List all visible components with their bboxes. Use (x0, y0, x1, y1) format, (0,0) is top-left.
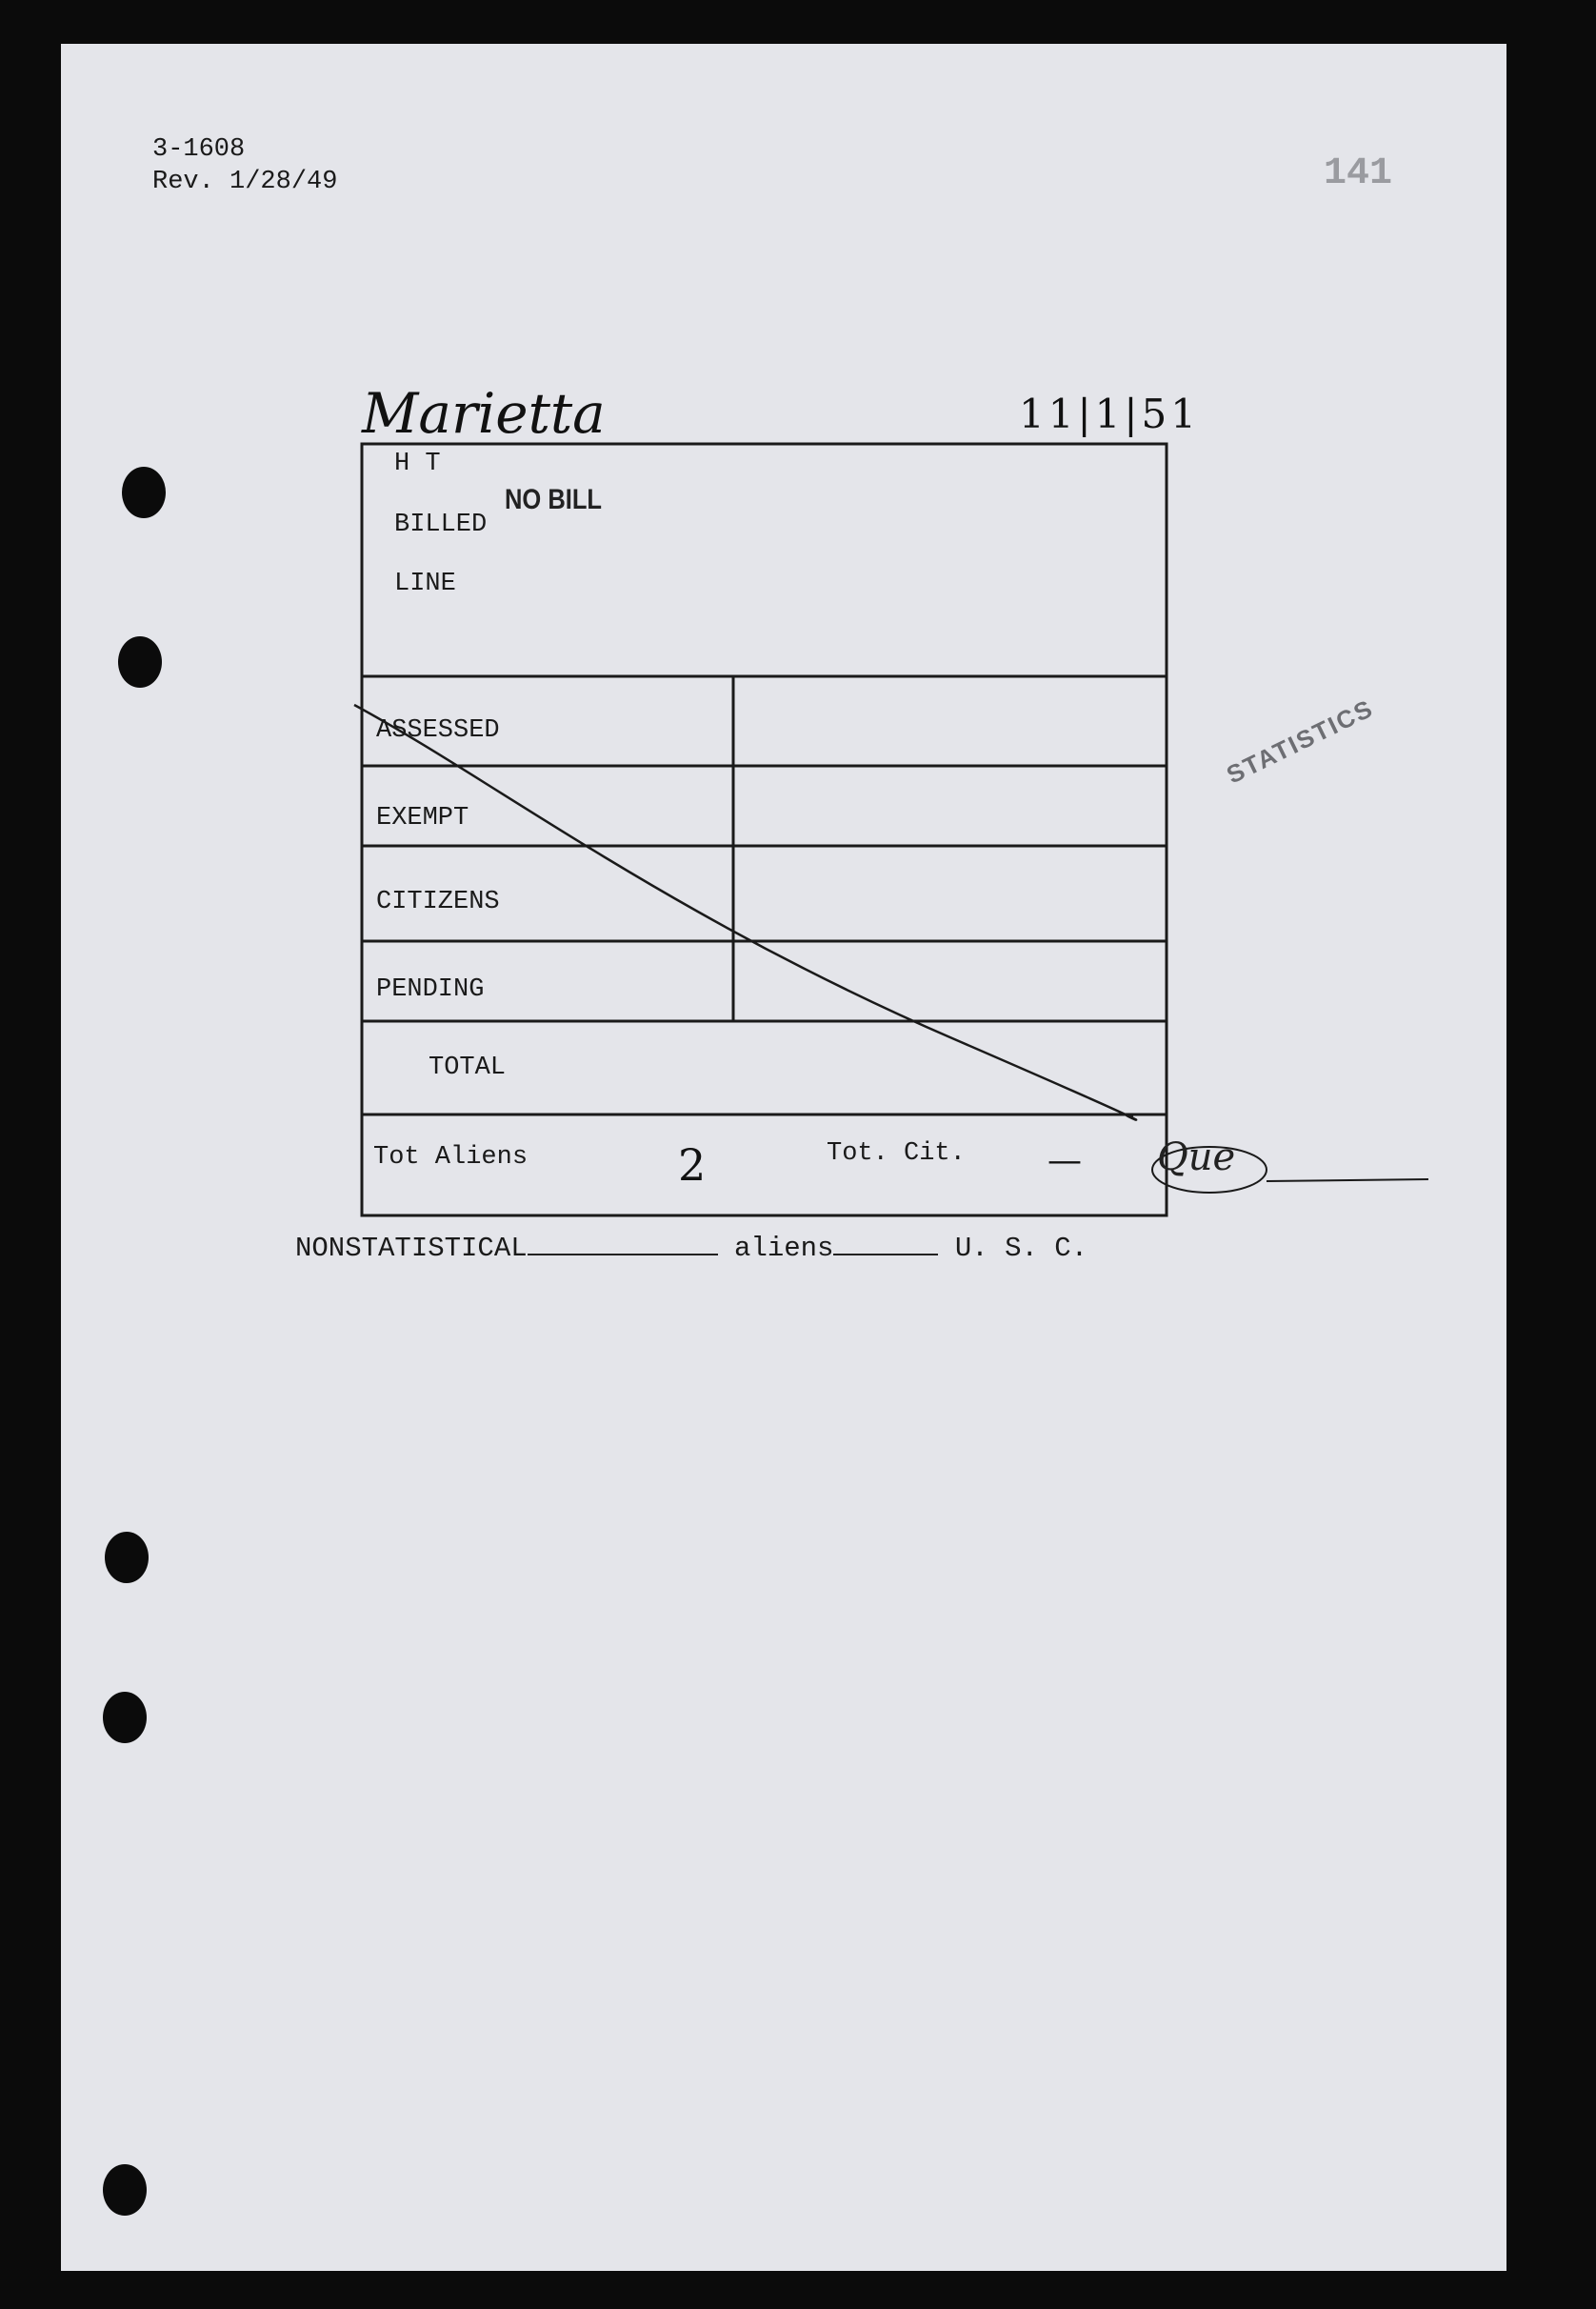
binder-hole (105, 1532, 149, 1583)
label-ht: H T (394, 450, 441, 478)
footer-aliens: aliens (734, 1233, 834, 1264)
label-assessed: ASSESSED (376, 716, 500, 745)
handwritten-date: 11|1|51 (1019, 391, 1200, 437)
footer-blank-2 (833, 1229, 938, 1255)
binder-hole (122, 467, 166, 518)
form-revision: Rev. 1/28/49 (152, 168, 338, 196)
form-outer-border (362, 444, 1167, 1215)
footer-blank-1 (528, 1229, 718, 1255)
footer-nonstatistical-line (295, 1229, 1087, 1264)
initials-underline (1267, 1179, 1428, 1181)
label-exempt: EXEMPT (376, 804, 469, 833)
handwritten-tot-cit: — (1047, 1141, 1082, 1180)
label-citizens: CITIZENS (376, 888, 500, 916)
label-line: LINE (394, 570, 456, 598)
stamp-statistics: STATISTICS (1222, 693, 1379, 790)
label-billed: BILLED (394, 511, 488, 539)
binder-hole (103, 2164, 147, 2216)
footer-nonstatistical: NONSTATISTICAL (295, 1233, 528, 1264)
label-pending: PENDING (376, 975, 485, 1004)
binder-hole (103, 1692, 147, 1743)
footer-usc: U. S. C. (954, 1233, 1088, 1264)
form-number-code: 3-1608 (152, 135, 246, 164)
stamp-no-bill: NO BILL (505, 484, 602, 515)
page-number: 141 (1324, 152, 1393, 195)
label-tot-cit: Tot. Cit. (827, 1139, 966, 1168)
label-total: TOTAL (429, 1054, 507, 1082)
handwritten-initials: Que (1157, 1135, 1236, 1179)
label-tot-aliens: Tot Aliens (373, 1143, 529, 1172)
handwritten-tot-aliens: 2 (678, 1139, 707, 1191)
binder-hole (118, 636, 162, 688)
handwritten-place: Marietta (362, 381, 606, 446)
